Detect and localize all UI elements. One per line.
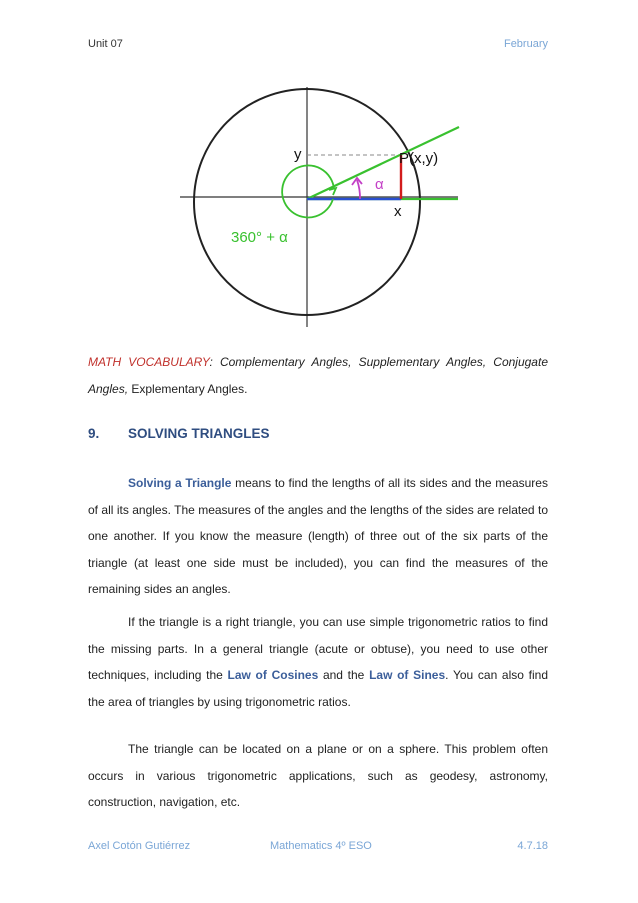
footer-course: Mathematics 4º ESO: [270, 840, 372, 852]
term-solving-triangle: Solving a Triangle: [128, 476, 232, 490]
full-turn-arrowhead: [329, 188, 336, 195]
section-number: 9.: [88, 426, 100, 441]
header-unit: Unit 07: [88, 38, 123, 50]
vocab-last-term: Explementary Angles.: [131, 381, 248, 396]
header-month: February: [503, 38, 548, 50]
label-alpha: α: [375, 176, 384, 193]
footer-author: Axel Cotón Gutiérrez: [88, 840, 191, 852]
paragraph-3: The triangle can be located on a plane or on a sphere. This problem often occurs in various trigonometric applications, such as geodesy, astronomy, construction, navigation, etc.: [88, 742, 548, 809]
label-y: y: [294, 146, 302, 163]
label-x: x: [394, 203, 402, 220]
term-law-of-cosines: Law of Cosines: [227, 668, 319, 682]
vocab-terms: Complementary Angles, Supplementary Angles, Conjugate Angles,: [88, 355, 548, 396]
paragraph-2: If the triangle is a right triangle, you can use simple trigonometric ratios to find the missing parts. In a general triangle (acute or obtuse), you need to use other techniques, including the Law of Cosines and the Law of Sines. You can also find the area of triangles by using trigonometric ratios.: [88, 615, 548, 709]
label-full-turn: 360° + α: [231, 229, 288, 246]
term-law-of-sines: Law of Sines: [369, 668, 446, 682]
alpha-arc: [357, 180, 360, 199]
paragraph-1: Solving a Triangle means to find the lengths of all its sides and the measures of all its angles. The measures of the angles and the lengths of the sides are related to one another. If you know the measure (length) of three out of the six parts of the triangle (at least one side must be included), you can find the measures of the remaining sides an angles.: [88, 476, 548, 596]
section-heading: [88, 426, 270, 441]
section-title: SOLVING TRIANGLES: [128, 426, 270, 441]
vocab-label: MATH VOCABULARY: [88, 355, 210, 369]
unit-circle-figure: [176, 85, 466, 329]
footer-date: 4.7.18: [517, 840, 548, 852]
vocab-paragraph: MATH VOCABULARY: Complementary Angles, Supplementary Angles, Conjugate Angles, Explementary Angles.: [88, 355, 548, 396]
full-turn-arc: [282, 165, 334, 217]
label-point: P(x,y): [399, 150, 439, 167]
